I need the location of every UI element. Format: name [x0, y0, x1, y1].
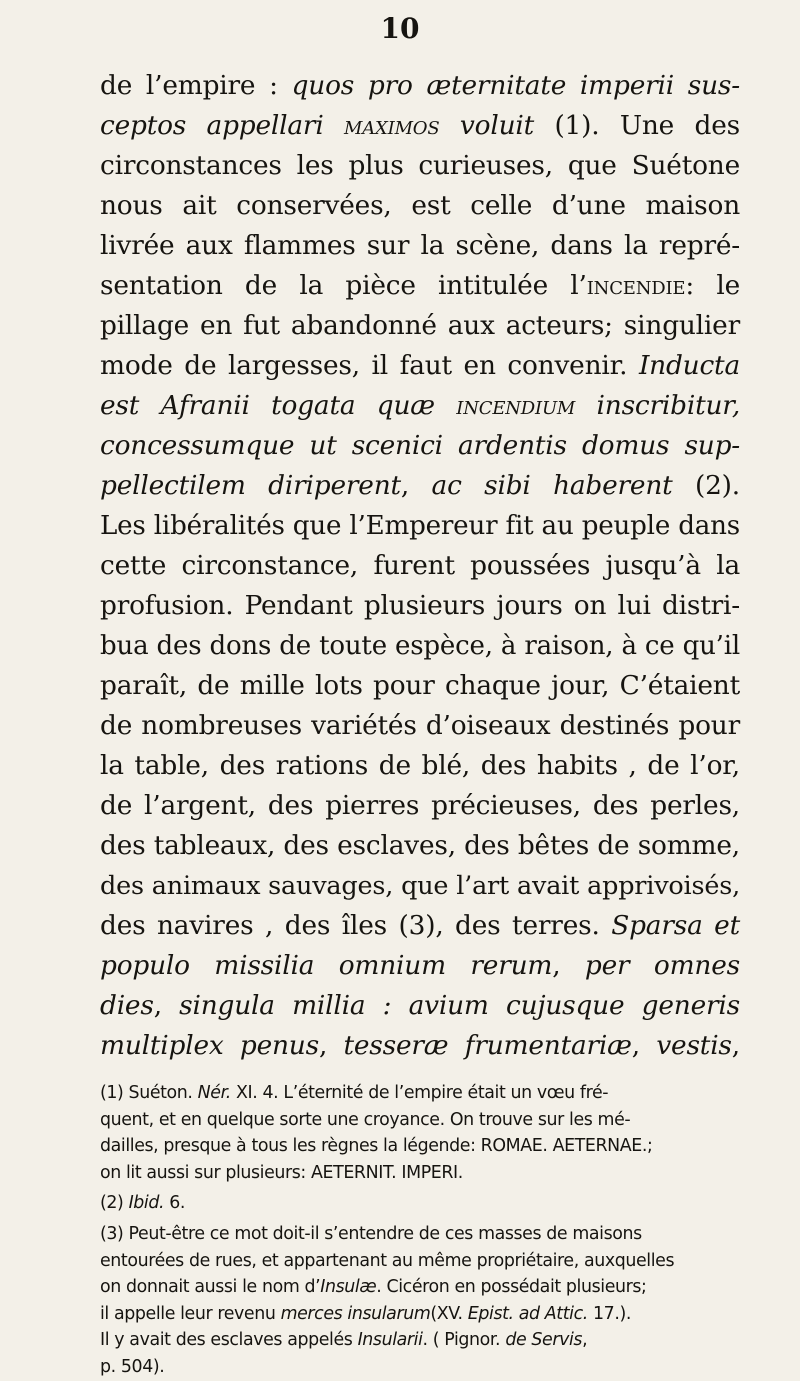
footnote-line: on lit aussi sur plusieurs: AETERNIT. IMPERI.	[100, 1162, 463, 1183]
text-line: est Afranii togata quæ incendium inscribitur,	[100, 390, 741, 421]
footnote-line: (1) Suéton. Nér. XI. 4. L’éternité de l’empire était un vœu fré-	[100, 1083, 609, 1103]
page-number: 10	[380, 12, 420, 45]
text-line: dies, singula millia : avium cujusque generis	[100, 990, 740, 1021]
text-line: livrée aux flammes sur la scène, dans la repré-	[100, 230, 740, 261]
footnote-line: (2) Ibid. 6.	[100, 1193, 186, 1214]
text-line: Les libéralités que l’Empereur fit au peuple dans	[100, 511, 740, 541]
text-line: pellectilem diriperent, ac sibi haberent (2).	[100, 470, 740, 501]
text-line: mode de largesses, il faut en convenir. Inducta	[100, 350, 740, 381]
text-line: multiplex penus, tesseræ frumentariæ, vestis,	[100, 1030, 740, 1061]
text-line: paraît, de mille lots pour chaque jour, C’étaient	[100, 670, 740, 701]
text-line: des navires , des îles (3), des terres. Sparsa et	[100, 910, 740, 941]
text-line: sentation de la pièce intitulée l’incendie: le	[100, 270, 740, 301]
text-line: bua des dons de toute espèce, à raison, à ce qu’il	[100, 631, 741, 661]
footnote-line: entourées de rues, et appartenant au même propriétaire, auxquelles	[100, 1250, 675, 1271]
footnotes	[100, 1080, 740, 1381]
text-line: ceptos appellari maximos voluit (1). Une des	[100, 110, 740, 141]
footnote-line: (3) Peut-être ce mot doit-il s’entendre de ces masses de maisons	[100, 1223, 642, 1244]
text-line: la table, des rations de blé, des habits , de l’or,	[100, 750, 740, 781]
text-line: de l’empire : quos pro æternitate imperii sus-	[100, 70, 740, 101]
footnote-line: dailles, presque à tous les règnes la légende: ROMAE. AETERNAE.;	[100, 1136, 653, 1157]
text-line: de l’argent, des pierres précieuses, des perles,	[100, 790, 740, 821]
footnote-line: p. 504).	[100, 1356, 165, 1377]
text-line: circonstances les plus curieuses, que Suétone	[100, 150, 740, 181]
text-line: profusion. Pendant plusieurs jours on lui distri-	[100, 590, 740, 621]
text-line: nous ait conservées, est celle d’une maison	[100, 190, 740, 221]
text-line: des animaux sauvages, que l’art avait apprivoisés,	[100, 871, 740, 901]
text-line: concessumque ut scenici ardentis domus sup-	[100, 430, 740, 461]
text-line: cette circonstance, furent poussées jusqu’à la	[100, 550, 740, 581]
text-line: populo missilia omnium rerum, per omnes	[100, 950, 740, 981]
text-line: pillage en fut abandonné aux acteurs; singulier	[100, 310, 740, 341]
main-text	[100, 66, 740, 1066]
footnote-line: on donnait aussi le nom d’Insulæ. Cicéron en possédait plusieurs;	[100, 1277, 647, 1298]
footnote-line: quent, et en quelque sorte une croyance. On trouve sur les mé-	[100, 1109, 631, 1130]
text-line: des tableaux, des esclaves, des bêtes de somme,	[100, 830, 740, 861]
footnote-line: il appelle leur revenu merces insularum(XV. Epist. ad Attic. 17.).	[100, 1303, 631, 1324]
footnote-line: Il y avait des esclaves appelés Insularii. ( Pignor. de Servis,	[100, 1330, 588, 1351]
text-line: de nombreuses variétés d’oiseaux destinés pour	[100, 710, 740, 741]
